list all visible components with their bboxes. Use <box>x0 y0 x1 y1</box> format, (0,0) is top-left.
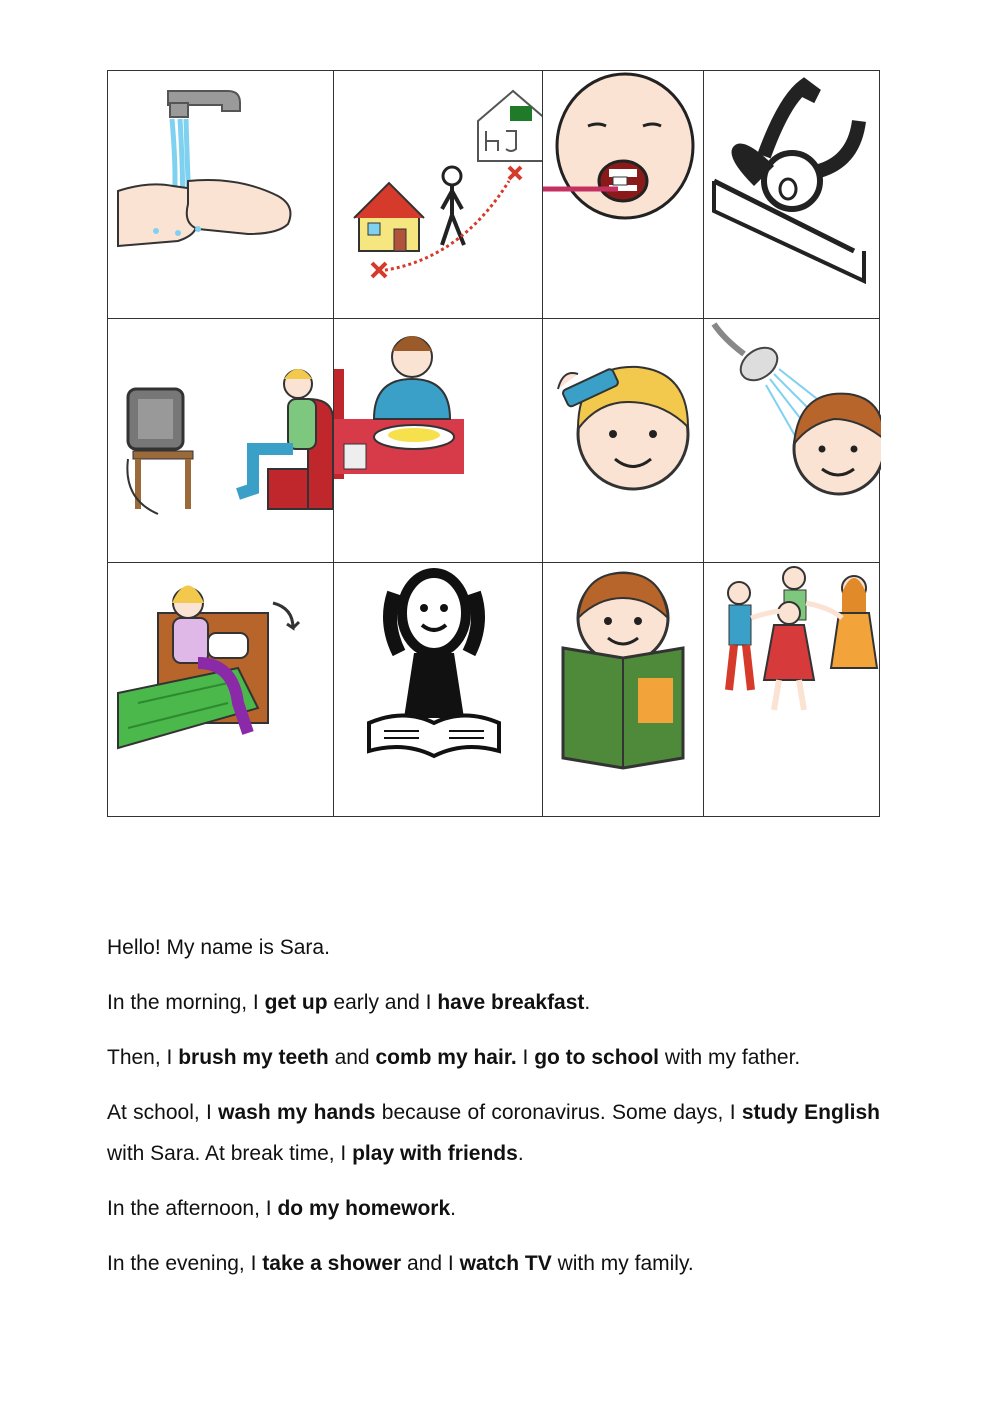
story-text <box>107 928 880 1299</box>
text-segment: In the evening, I <box>107 1251 263 1275</box>
bold-phrase: take a shower <box>262 1251 402 1275</box>
getting-out-of-bed-icon <box>108 563 333 816</box>
reading-book-icon <box>543 563 703 816</box>
watching-tv-icon <box>108 319 333 562</box>
bold-phrase: watch TV <box>459 1251 552 1275</box>
bold-phrase: study English <box>741 1100 880 1124</box>
paragraph-afternoon <box>107 1189 880 1230</box>
bold-phrase: get up <box>264 990 328 1014</box>
cell-play-with-friends <box>704 563 881 816</box>
paragraph-morning <box>107 983 880 1024</box>
text-segment: because of coronavirus. Some days, I <box>375 1100 742 1124</box>
cell-take-shower <box>704 319 881 562</box>
text-segment: and I <box>401 1251 460 1275</box>
go-to-school-icon <box>334 71 542 318</box>
text-segment: early and I <box>327 990 438 1014</box>
pictogram-grid <box>107 70 880 817</box>
playing-with-friends-icon <box>704 563 881 816</box>
bold-phrase: brush my teeth <box>178 1045 329 1069</box>
bold-phrase: wash my hands <box>218 1100 376 1124</box>
combing-hair-icon <box>543 319 703 562</box>
text-segment: At school, I <box>107 1100 219 1124</box>
text-segment: with Sara. At break time, I <box>107 1141 353 1165</box>
text-segment: with my family. <box>551 1251 694 1275</box>
paragraph-then <box>107 1038 880 1079</box>
paragraph-greeting <box>107 928 880 969</box>
text-segment: . <box>450 1196 456 1220</box>
text-segment: Then, I <box>107 1045 179 1069</box>
cell-get-out-of-bed <box>108 563 333 816</box>
paragraph-school <box>107 1093 880 1175</box>
waking-up-icon <box>704 71 881 318</box>
cell-watch-tv <box>108 319 333 562</box>
cell-comb-hair <box>543 319 703 562</box>
paragraph-evening <box>107 1244 880 1285</box>
text-segment: In the morning, I <box>107 990 265 1014</box>
text-segment: . <box>584 990 591 1014</box>
text-segment: In the afternoon, I <box>107 1196 278 1220</box>
text-segment: . <box>517 1141 524 1165</box>
cell-brush-teeth <box>543 71 703 318</box>
cell-wake-up <box>704 71 881 318</box>
studying-icon <box>334 563 542 816</box>
bold-phrase: comb my hair. <box>375 1045 517 1069</box>
shower-icon <box>704 319 881 562</box>
text-segment: and <box>328 1045 376 1069</box>
text-segment: Hello! My name is Sara. <box>107 936 330 959</box>
text-segment: I <box>516 1045 535 1069</box>
washing-hands-icon <box>108 71 333 318</box>
cell-wash-hands <box>108 71 333 318</box>
cell-go-to-school <box>334 71 542 318</box>
text-segment: with my father. <box>659 1045 801 1069</box>
bold-phrase: do my homework <box>277 1196 451 1220</box>
bold-phrase: play with friends <box>352 1141 518 1165</box>
cell-do-homework <box>334 563 542 816</box>
bold-phrase: go to school <box>534 1045 660 1069</box>
bold-phrase: have breakfast <box>437 990 585 1014</box>
brushing-teeth-icon <box>543 71 703 318</box>
cell-have-breakfast <box>334 319 542 562</box>
cell-study-english <box>543 563 703 816</box>
eating-breakfast-icon <box>334 319 542 562</box>
